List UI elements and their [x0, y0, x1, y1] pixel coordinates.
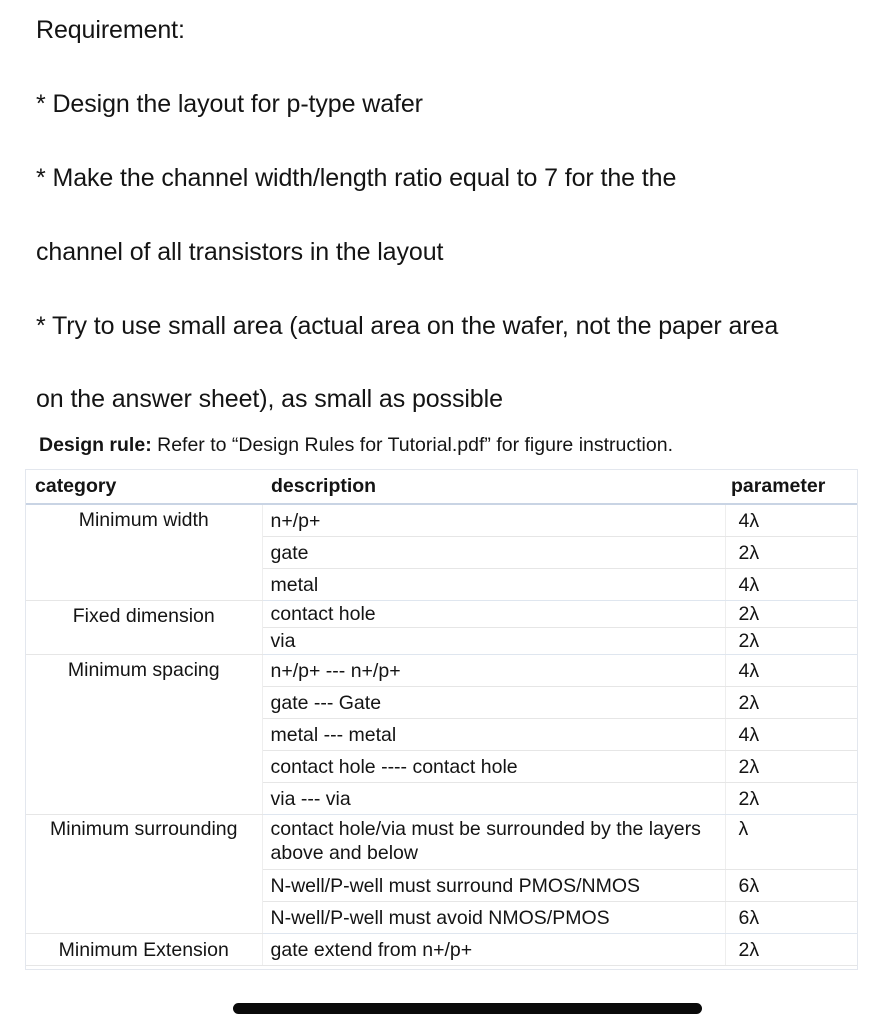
description-cell: gate --- Gate: [262, 687, 725, 719]
description-cell: contact hole ---- contact hole: [262, 751, 725, 783]
parameter-cell: 4λ: [725, 719, 857, 751]
table-row: [26, 504, 857, 537]
requirement-ratio-line-2: channel of all transistors in the layout: [36, 238, 444, 266]
home-indicator-bar[interactable]: [233, 1003, 702, 1014]
design-rule-note: [39, 433, 673, 457]
header-description: description: [262, 469, 725, 504]
header-parameter: parameter: [725, 469, 857, 504]
parameter-cell: 2λ: [725, 751, 857, 783]
description-cell: contact hole/via must be surrounded by the layers above and below: [262, 815, 725, 870]
category-cell: Minimum width: [26, 504, 262, 601]
parameter-cell: 2λ: [725, 628, 857, 655]
table-row: [26, 815, 857, 870]
requirement-area-line-1: * Try to use small area (actual area on the wafer, not the paper area: [36, 312, 779, 340]
description-cell: metal --- metal: [262, 719, 725, 751]
header-category: category: [26, 469, 262, 504]
description-cell: N-well/P-well must surround PMOS/NMOS: [262, 870, 725, 902]
description-cell: gate: [262, 537, 725, 569]
design-rules-table: [26, 469, 857, 966]
parameter-cell: 4λ: [725, 504, 857, 537]
category-cell: Minimum surrounding: [26, 815, 262, 934]
description-cell: metal: [262, 569, 725, 601]
table-row: [26, 934, 857, 966]
table-header-row: [26, 469, 857, 504]
category-cell: Fixed dimension: [26, 601, 262, 655]
description-cell: via: [262, 628, 725, 655]
parameter-cell: 6λ: [725, 870, 857, 902]
parameter-cell: 2λ: [725, 601, 857, 628]
parameter-cell: 6λ: [725, 902, 857, 934]
parameter-cell: 2λ: [725, 934, 857, 966]
description-cell: via --- via: [262, 783, 725, 815]
parameter-cell: 4λ: [725, 655, 857, 687]
category-cell: Minimum spacing: [26, 655, 262, 815]
description-cell: N-well/P-well must avoid NMOS/PMOS: [262, 902, 725, 934]
description-cell: n+/p+: [262, 504, 725, 537]
requirement-heading: Requirement:: [36, 16, 185, 44]
parameter-cell: λ: [725, 815, 857, 870]
description-cell: contact hole: [262, 601, 725, 628]
requirement-ratio-line-1: * Make the channel width/length ratio equal to 7 for the the: [36, 164, 677, 192]
parameter-cell: 2λ: [725, 687, 857, 719]
parameter-cell: 4λ: [725, 569, 857, 601]
design-rule-text: Refer to “Design Rules for Tutorial.pdf” for figure instruction.: [151, 434, 673, 456]
table-row: [26, 601, 857, 628]
description-cell: gate extend from n+/p+: [262, 934, 725, 966]
category-cell: Minimum Extension: [26, 934, 262, 966]
requirement-area-line-2: on the answer sheet), as small as possible: [36, 385, 503, 413]
description-cell: n+/p+ --- n+/p+: [262, 655, 725, 687]
design-rule-label: Design rule:: [39, 434, 152, 456]
table-row: [26, 655, 857, 687]
requirement-wafer-type: * Design the layout for p-type wafer: [36, 90, 423, 118]
parameter-cell: 2λ: [725, 783, 857, 815]
parameter-cell: 2λ: [725, 537, 857, 569]
